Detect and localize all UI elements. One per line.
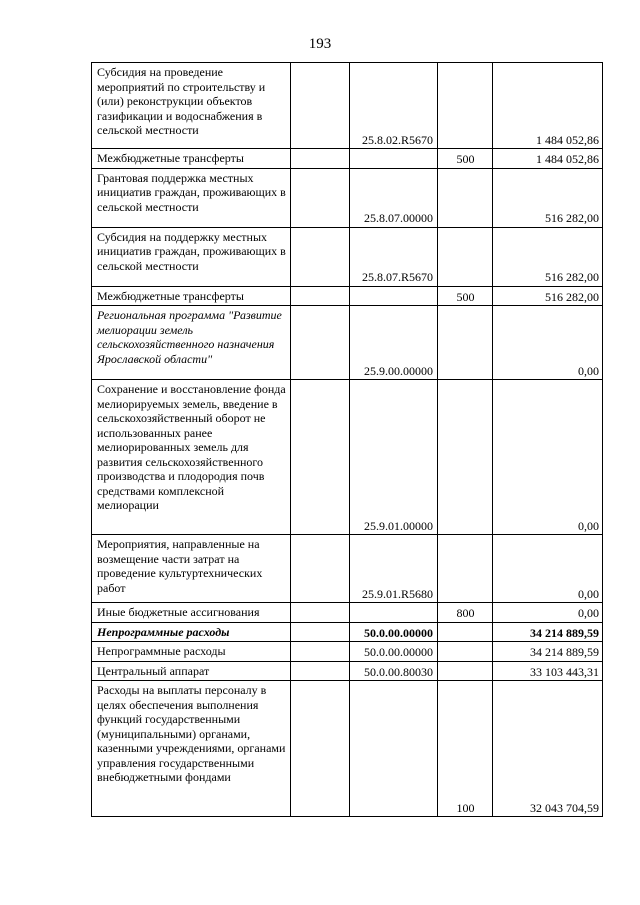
- table-row: [92, 622, 603, 642]
- page-number: 193: [308, 36, 332, 52]
- row-blank-cell: [291, 603, 350, 623]
- row-name-cell: Субсидия на проведение мероприятий по строительству и (или) реконструкции объектов газификации и водоснабжения в сельской местности: [92, 63, 291, 149]
- row-amount-cell: 33 103 443,31: [493, 661, 603, 681]
- row-blank-cell: [291, 63, 350, 149]
- row-name-cell: Межбюджетные трансферты: [92, 149, 291, 169]
- row-expense-type-cell: [438, 227, 493, 286]
- table-row: [92, 286, 603, 306]
- row-amount-cell: 0,00: [493, 535, 603, 603]
- table-row: [92, 380, 603, 535]
- row-name-cell: Грантовая поддержка местных инициатив граждан, проживающих в сельской местности: [92, 168, 291, 227]
- row-blank-cell: [291, 642, 350, 662]
- row-amount-cell: 516 282,00: [493, 227, 603, 286]
- row-name-cell: Региональная программа "Развитие мелиорации земель сельскохозяйственного назначения Ярославской области": [92, 306, 291, 380]
- row-amount-cell: 0,00: [493, 603, 603, 623]
- row-code-cell: 25.8.07.R5670: [350, 227, 438, 286]
- row-amount-cell: 0,00: [493, 306, 603, 380]
- row-blank-cell: [291, 306, 350, 380]
- row-code-cell: 25.9.01.00000: [350, 380, 438, 535]
- row-expense-type-cell: [438, 661, 493, 681]
- row-name-cell: Непрограммные расходы: [92, 622, 291, 642]
- row-name-cell: Сохранение и восстановление фонда мелиорируемых земель, введение в сельскохозяйственный оборот не использованных ранее мелиорированных земель для развития сельскохозяйственного производства и плодородия почв средствами комплексной мелиорации: [92, 380, 291, 535]
- row-code-cell: [350, 286, 438, 306]
- row-code-cell: 25.8.02.R5670: [350, 63, 438, 149]
- row-code-cell: 25.9.01.R5680: [350, 535, 438, 603]
- row-blank-cell: [291, 535, 350, 603]
- table-row: [92, 63, 603, 149]
- table-row: [92, 168, 603, 227]
- row-name-cell: Иные бюджетные ассигнования: [92, 603, 291, 623]
- row-expense-type-cell: [438, 642, 493, 662]
- row-expense-type-cell: [438, 306, 493, 380]
- row-blank-cell: [291, 227, 350, 286]
- row-code-cell: 25.9.00.00000: [350, 306, 438, 380]
- budget-table: [91, 62, 603, 817]
- row-name-cell: Непрограммные расходы: [92, 642, 291, 662]
- row-name-cell: Расходы на выплаты персоналу в целях обеспечения выполнения функций государственными (муниципальными) органами, казенными учреждениями, органами управления государственными внебюджетными фондами: [92, 681, 291, 817]
- row-name-cell: Мероприятия, направленные на возмещение части затрат на проведение культуртехнических работ: [92, 535, 291, 603]
- table-row: [92, 227, 603, 286]
- table-row: [92, 149, 603, 169]
- row-blank-cell: [291, 286, 350, 306]
- row-code-cell: [350, 603, 438, 623]
- table-row: [92, 661, 603, 681]
- table-row: [92, 306, 603, 380]
- row-blank-cell: [291, 681, 350, 817]
- row-blank-cell: [291, 380, 350, 535]
- row-blank-cell: [291, 622, 350, 642]
- row-blank-cell: [291, 661, 350, 681]
- row-code-cell: [350, 149, 438, 169]
- row-code-cell: [350, 681, 438, 817]
- row-amount-cell: 1 484 052,86: [493, 63, 603, 149]
- row-code-cell: 50.0.00.00000: [350, 642, 438, 662]
- row-amount-cell: 516 282,00: [493, 286, 603, 306]
- row-amount-cell: 1 484 052,86: [493, 149, 603, 169]
- row-amount-cell: 34 214 889,59: [493, 642, 603, 662]
- table-row: [92, 642, 603, 662]
- row-blank-cell: [291, 149, 350, 169]
- row-amount-cell: 516 282,00: [493, 168, 603, 227]
- row-expense-type-cell: [438, 622, 493, 642]
- table-row: [92, 603, 603, 623]
- row-expense-type-cell: [438, 168, 493, 227]
- row-amount-cell: 0,00: [493, 380, 603, 535]
- budget-table-body: [92, 63, 603, 817]
- row-expense-type-cell: 100: [438, 681, 493, 817]
- row-expense-type-cell: [438, 63, 493, 149]
- row-amount-cell: 34 214 889,59: [493, 622, 603, 642]
- row-name-cell: Центральный аппарат: [92, 661, 291, 681]
- row-expense-type-cell: [438, 380, 493, 535]
- table-row: [92, 681, 603, 817]
- row-code-cell: 50.0.00.80030: [350, 661, 438, 681]
- row-blank-cell: [291, 168, 350, 227]
- row-name-cell: Межбюджетные трансферты: [92, 286, 291, 306]
- table-row: [92, 535, 603, 603]
- row-expense-type-cell: 800: [438, 603, 493, 623]
- row-name-cell: Субсидия на поддержку местных инициатив граждан, проживающих в сельской местности: [92, 227, 291, 286]
- row-expense-type-cell: 500: [438, 149, 493, 169]
- row-code-cell: 50.0.00.00000: [350, 622, 438, 642]
- row-code-cell: 25.8.07.00000: [350, 168, 438, 227]
- row-amount-cell: 32 043 704,59: [493, 681, 603, 817]
- row-expense-type-cell: [438, 535, 493, 603]
- row-expense-type-cell: 500: [438, 286, 493, 306]
